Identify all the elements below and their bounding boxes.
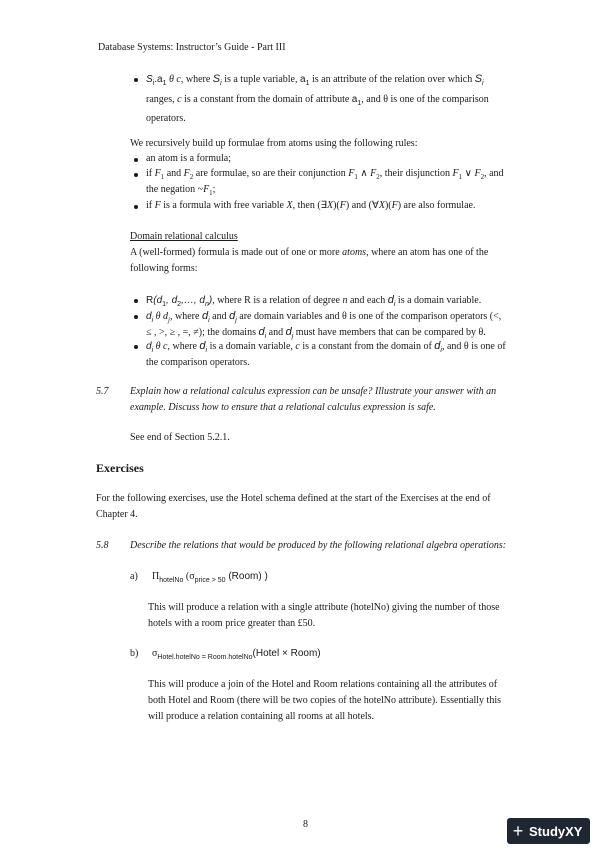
part-b-label: b) (130, 648, 139, 659)
bullet (134, 299, 138, 303)
rule-1: an atom is a formula; (146, 153, 231, 164)
rule-2-line2: the negation $\sim F_1$; (146, 184, 216, 197)
domain-title: Domain relational calculus (130, 231, 238, 242)
brand-name: StudyXY (529, 823, 583, 839)
rule-3: if F is a formula with free variable X, then (∃X)(F) and (∀X)(F) are also formulae. (146, 200, 476, 211)
question-5-8-number: 5.8 (96, 540, 109, 551)
part-a-label: a) (130, 571, 138, 582)
plus-icon: + (512, 820, 524, 841)
part-b-expression: $\sigma_{Hotel.hotelNo = Room.hotelNo}(Hotel$ × Room) (152, 648, 321, 661)
bullet (134, 205, 138, 209)
part-a-answer-line2: hotels with a room price greater than £50. (148, 618, 316, 629)
bullet (134, 158, 138, 162)
domain-bullet-2-line2: ≤ , >, ≥ , =, ≠); the domains $d_i$ and $d_j$ must have members that can be compared by θ. (146, 326, 486, 340)
domain-bullet-2-line1: $d_i$ θ $d_j$, where $d_i$ and $d_j$ are domain variables and θ is one of the comparison operators (<, (146, 310, 502, 324)
part-a-expression: $\Pi_{hotelNo}$ ($\sigma_{price > 50}$ (Room) ) (152, 571, 268, 584)
domain-bullet-3-line2: the comparison operators. (146, 357, 250, 368)
atom-bullet-line1: $S_i.a_1$ θ c, where $S_i$ is a tuple variable, $a_1$ is an attribute of the relation over which $S_i$ (146, 73, 484, 87)
page-number: 8 (303, 819, 308, 830)
question-5-8-text: Describe the relations that would be produced by the following relational algebra operations: (130, 540, 507, 551)
question-5-7-line1: Explain how a relational calculus expression can be unsafe? Illustrate your answer with an (130, 386, 497, 397)
question-5-7-number: 5.7 (96, 386, 109, 397)
exercises-heading: Exercises (96, 461, 144, 475)
page-header: Database Systems: Instructor’s Guide - Part III (98, 42, 286, 53)
bullet (134, 345, 138, 349)
question-5-7-answer: See end of Section 5.2.1. (130, 432, 230, 443)
part-a-answer-line1: This will produce a relation with a single attribute (hotelNo) giving the number of those (148, 602, 500, 613)
domain-intro-line2: following forms: (130, 263, 198, 274)
rule-2-line1: if $F_1$ and $F_2$ are formulae, so are their conjunction $F_1$ ∧ $F_2$, their disjunction $F_1$ ∨ $F_2$, and (146, 168, 504, 181)
atom-bullet-line3: operators. (146, 113, 186, 124)
bullet (134, 315, 138, 319)
exercises-intro-line2: Chapter 4. (96, 509, 138, 520)
bullet (134, 173, 138, 177)
recursive-intro: We recursively build up formulae from atoms using the following rules: (130, 138, 418, 149)
exercises-intro-line1: For the following exercises, use the Hotel schema defined at the start of the Exercises at the end of (96, 493, 491, 504)
atom-bullet-line2: ranges, c is a constant from the domain of attribute $a_1$, and θ is one of the comparison (146, 94, 489, 107)
part-b-answer-line3: will produce a relation containing all rooms at all hotels. (148, 711, 375, 722)
question-5-7-line2: example. Discuss how to ensure that a relational calculus expression is safe. (130, 402, 436, 413)
part-b-answer-line1: This will produce a join of the Hotel and Room relations containing all the attributes of (148, 679, 498, 690)
studyxy-logo[interactable] (507, 818, 590, 844)
part-b-answer-line2: both Hotel and Room (there will be two copies of the hotelNo attribute). Essentially this (148, 695, 501, 706)
domain-intro-line1: A (well-formed) formula is made out of one or more atoms, where an atom has one of the (130, 247, 489, 258)
bullet (134, 78, 138, 82)
domain-bullet-3-line1: $d_i$ θ c, where $d_i$ is a domain variable, c is a constant from the domain of $d_i$, and θ is one of (146, 340, 506, 354)
domain-bullet-1: $R(d_1$, $d_2,\dots$, $d_n$), where R is a relation of degree n and each $d_i$ is a domain variable. (146, 294, 482, 308)
